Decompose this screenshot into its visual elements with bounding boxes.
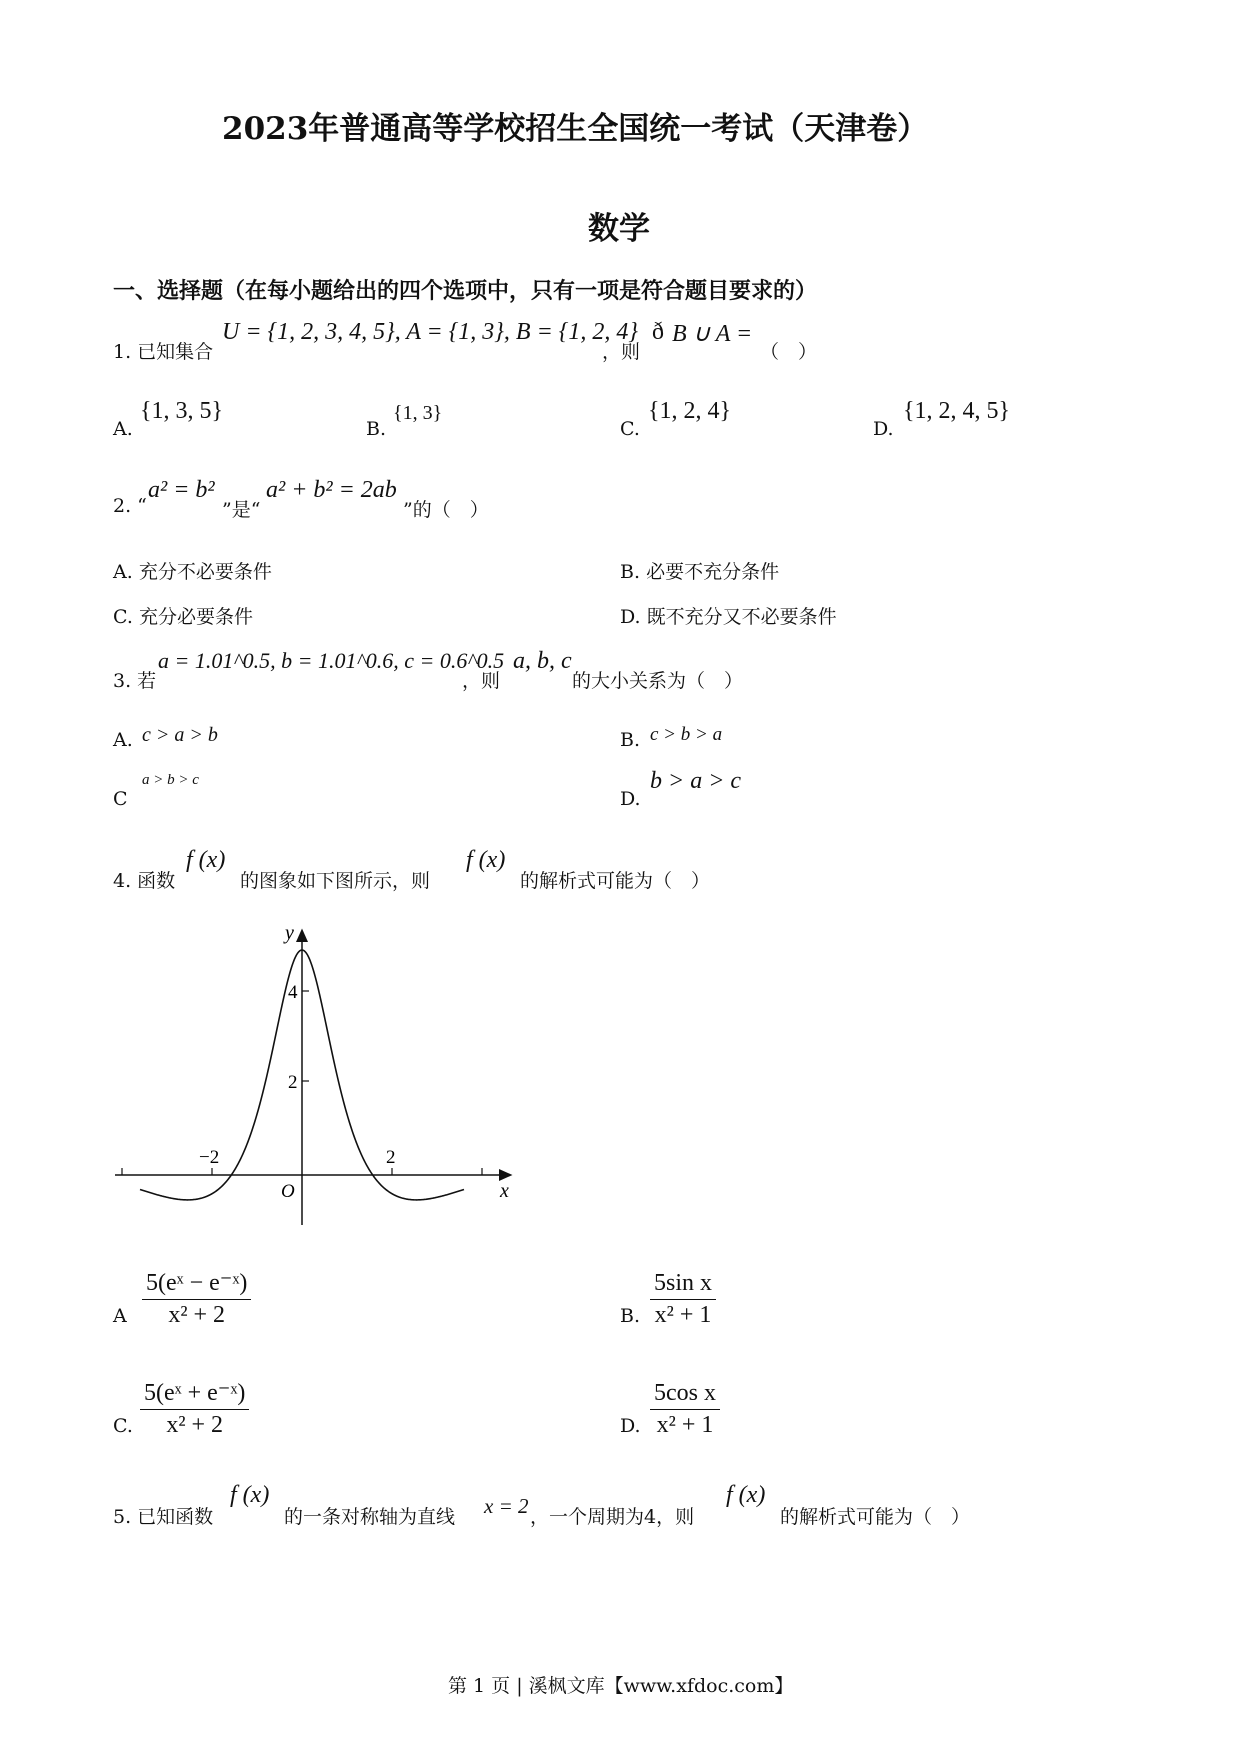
- q1-option-d-label: D.: [873, 418, 894, 440]
- q3-option-a-value: c > a > b: [142, 724, 218, 746]
- q2-option-c: C. 充分必要条件: [113, 606, 253, 628]
- q1-option-a-value: {1, 3, 5}: [140, 398, 224, 424]
- q2-mid: ”是“: [222, 499, 261, 521]
- q3-option-c-label: C: [113, 788, 128, 810]
- q2-condition-1: a² = b²: [148, 477, 215, 503]
- q4-mid: 的图象如下图所示，则: [240, 870, 431, 892]
- page-footer: 第 1 页 | 溪枫文库【www.xfdoc.com】: [448, 1675, 794, 1697]
- q1-option-a-label: A.: [113, 418, 133, 440]
- q2-condition-2: a² + b² = 2ab: [266, 477, 397, 503]
- q2-option-a: A. 充分不必要条件: [113, 561, 272, 583]
- q5-fx-2: f (x): [726, 1482, 766, 1508]
- q1-expression: B ∪ A =: [672, 321, 753, 347]
- q4-option-c-numerator: 5(eˣ + e⁻ˣ): [140, 1378, 249, 1410]
- q1-option-c-value: {1, 2, 4}: [648, 398, 732, 424]
- q2-option-d: D. 既不充分又不必要条件: [620, 606, 837, 628]
- y-axis-label: y: [285, 922, 294, 944]
- q5-suffix: 的解析式可能为（ ）: [780, 1506, 971, 1528]
- q5-mid: 的一条对称轴为直线: [284, 1506, 456, 1528]
- q4-option-a-numerator: 5(eˣ − e⁻ˣ): [142, 1268, 251, 1300]
- section-heading: 一、选择题（在每小题给出的四个选项中，只有一项是符合题目要求的）: [113, 279, 818, 304]
- q4-prefix: 4. 函数: [113, 870, 176, 892]
- q3-option-d-label: D.: [620, 788, 641, 810]
- q2-option-b: B. 必要不充分条件: [620, 561, 780, 583]
- q4-option-a-label: A: [113, 1305, 127, 1327]
- y-tick-label-4: 4: [288, 982, 298, 1003]
- q4-option-d-label: D.: [620, 1415, 641, 1437]
- x-axis-label: x: [500, 1180, 509, 1202]
- q1-sets: U = {1, 2, 3, 4, 5}, A = {1, 3}, B = {1, 2, 4}: [222, 319, 638, 345]
- q4-option-b-label: B.: [620, 1305, 641, 1327]
- q4-option-b-numerator: 5sin x: [650, 1270, 716, 1300]
- q4-option-d-denominator: x² + 1: [656, 1412, 714, 1438]
- document-title: 2023年普通高等学校招生全国统一考试（天津卷）: [222, 111, 929, 147]
- q2-suffix: ”的（ ）: [403, 499, 489, 521]
- q3-suffix: 的大小关系为（ ）: [572, 670, 744, 692]
- q3-definitions: a = 1.01^0.5, b = 1.01^0.6, c = 0.6^0.5: [158, 648, 505, 673]
- q3-then: ，则: [462, 670, 501, 692]
- q1-then: ，则: [602, 341, 641, 363]
- q5-prefix: 5. 已知函数: [113, 1506, 214, 1528]
- q1-option-d-value: {1, 2, 4, 5}: [903, 398, 1011, 424]
- q4-option-b-denominator: x² + 1: [654, 1302, 712, 1328]
- q4-option-d-fraction: [650, 1380, 720, 1439]
- q3-option-b-label: B.: [620, 729, 641, 751]
- q5-fx-1: f (x): [230, 1482, 270, 1508]
- q3-prefix: 3. 若: [113, 670, 157, 692]
- q5-axis-equation: x = 2: [484, 1494, 529, 1518]
- q3-option-d-value: b > a > c: [650, 768, 742, 794]
- origin-label: O: [281, 1181, 295, 1202]
- q4-option-d-numerator: 5cos x: [650, 1380, 720, 1410]
- subject-title: 数学: [588, 211, 650, 247]
- q4-option-c-fraction: [140, 1378, 249, 1439]
- q3-option-c-value: a > b > c: [142, 772, 199, 788]
- q1-option-c-label: C.: [620, 418, 640, 440]
- function-graph: [100, 915, 530, 1235]
- q4-fx-2: f (x): [466, 847, 506, 873]
- q3-option-b-value: c > b > a: [650, 724, 723, 745]
- q2-prefix: 2. “: [113, 495, 147, 517]
- q4-option-a-denominator: x² + 2: [168, 1302, 226, 1328]
- q5-mid2: ，一个周期为4，则: [530, 1506, 695, 1528]
- y-tick-label-2: 2: [288, 1072, 298, 1093]
- q4-option-c-denominator: x² + 2: [166, 1412, 224, 1438]
- q1-prefix: 1. 已知集合: [113, 341, 214, 363]
- q1-option-b-value: {1, 3}: [393, 402, 443, 424]
- q1-answer-paren: （ ）: [760, 341, 818, 363]
- q4-option-a-fraction: [142, 1268, 251, 1329]
- q4-option-b-fraction: [650, 1270, 716, 1329]
- q4-suffix: 的解析式可能为（ ）: [520, 870, 711, 892]
- x-tick-label-neg2: −2: [199, 1147, 220, 1168]
- q1-complement-symbol: ð: [652, 319, 664, 345]
- q4-fx-1: f (x): [186, 847, 226, 873]
- q1-option-b-label: B.: [366, 418, 387, 440]
- q4-option-c-label: C.: [113, 1415, 133, 1437]
- q3-variables: a, b, c: [513, 648, 572, 674]
- q3-option-a-label: A.: [113, 729, 133, 751]
- x-tick-label-2: 2: [386, 1147, 396, 1168]
